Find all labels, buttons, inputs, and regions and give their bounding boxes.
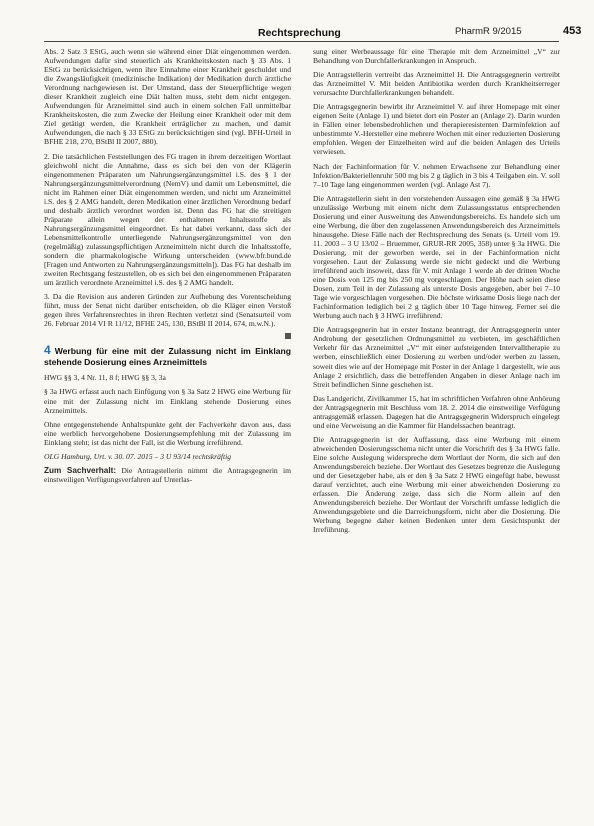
header-rule <box>44 41 559 42</box>
right-paragraph-2: Die Antragstellerin vertreibt das Arzneimittel H. Die Antragsgegnerin vertreibt das Arzneimittel V. Mit beiden Antibiotika werden durch Krankheitserreger verursachte Durchfallerkrankungen behandelt. <box>313 70 560 98</box>
court-citation: OLG Hamburg, Urt. v. 30. 07. 2015 – 3 U 93/14 rechtskräftig <box>44 451 232 461</box>
sachverhalt-label: Zum Sachverhalt: <box>44 465 117 475</box>
left-paragraph-1: Abs. 2 Satz 3 EStG, auch wenn sie während einer Diät eingenommen werden. Aufwendungen dafür sind steuerlich als Krankheitskosten nach § 33 Abs. 1 EStG zu berücksichtigen, wenn ihre Einnahme einer Krankheit geschuldet und die Zwangsläufigkeit (medizinische Indikation) der Medikation durch ärztliche Verordnung nachgewiesen ist. Der Umstand, dass der Steuerpflichtige wegen dieser Krankheit zugleich eine Diät halten muss, steht dem nicht entgegen. Aufwendungen für Arzneimittel sind auch in einem solchen Fall unmittelbar Krankheitskosten, die zum Zwecke der Heilung einer Krankheit oder mit dem Ziel getätigt werden, die Krankheit erträglicher zu machen, und damit Aufwendungen, die nach § 33 EStG zu berücksichtigen sind (vgl. BFH-Urteil in BFHE 218, 270, BStBl II 2007, 880). <box>44 47 291 147</box>
right-paragraph-5: Die Antragstellerin sieht in den vorstehenden Aussagen eine gemäß § 3a HWG unzulässige Werbung mit einem nicht dem Zulassungsstatus entsprechenden Dosierung und einer Ausweitung des Anwendungsbereichs. Es handele sich um eine Werbung, die über den zugelassenen Anwendungsbereich des Arzneimittels hinausgehe. Diese Fälle nach der Rechtsprechung des Senats (s. Urteil vom 19. 11. 2003 – 3 U 13/02 – Bruemmer, GRUR-RR 2005, 358) unter § 3a HWG. Die Dosierung, mit der geworben werde, sei in der Fachinformation nicht vorgesehen. Laut der Zulassung werde sie nicht gedeckt und die Werbung irreführend auch insoweit, dass für V. mit Anlage 1 werde ab der dritten Woche eine Dosis von 125 mg bis 250 mg vorgeschlagen. Der Höhe nach seien diese Dosen, zum Teil in der Zulassung als unterste Dosis angegeben, aber bei 7–10 Tage wie vorgeschlagen vorgesehen. Die höchste wirksame Dosis liege nach der Fachinformation lediglich bei 2 g täglich über 10 Tage hinweg. Ferner sei die Werbung auch nach § 3 HWG irreführend. <box>313 193 560 321</box>
lead-sentence-2: Ohne entgegenstehende Anhaltspunkte geht der Fachverkehr davon aus, dass eine werblich hervorgehobene Dosierungsempfehlung mit der Zulassung im Einklang steht; ist das nicht der Fall, ist die Werbung irreführend. <box>44 419 291 447</box>
end-of-article-mark <box>285 333 291 339</box>
case-number: 4 <box>44 343 51 358</box>
right-paragraph-6: Die Antragsgegnerin hat in erster Instanz beantragt, der Antragsgegnerin unter Androhung der gesetzlichen Ordnungsmittel zu verbieten, im geschäftlichen Verkehr für das Arzneimittel „V“ mit einer aufsteigenden Intervalltherapie zu werben, einschließlich einer Dosierung zu werben und/oder werben zu lassen, soweit dies wie auf der Homepage mit Poster in der Anlage 1 dargestellt, wie aus Anlage 2 ersichtlich, dass die betreffenden Angaben in dieser Anlage nach im Streit befindlichen Sinne geschehen ist. <box>313 325 560 389</box>
norms-line: HWG §§ 3, 4 Nr. 11, 8 f; HWG §§ 3, 3a <box>44 373 166 383</box>
journal-issue: PharmR 9/2015 <box>455 26 522 37</box>
case-heading <box>44 345 291 367</box>
left-column <box>44 47 291 489</box>
right-column <box>313 47 560 539</box>
page-header <box>0 0 594 38</box>
section-title: Rechtsprechung <box>258 27 341 39</box>
sachverhalt-text: Die Antragstellerin nimmt die Antragsgegnerin im einstweiligen Verfügungsverfahren auf Unterlas- <box>44 465 292 484</box>
case-title: Werbung für eine mit der Zulassung nicht im Einklang stehende Dosierung eines Arzneimittels <box>44 346 291 367</box>
right-paragraph-7: Das Landgericht, Zivilkammer 15, hat im schriftlichen Verfahren ohne Anhörung der Antragsgegnerin mit Beschluss vom 18. 2. 2014 die einstweilige Verfügung antragsgemäß erlassen. Dagegen hat die Antragsgegnerin Widerspruch eingelegt und eine Verweisung an die Kammer für Handelssachen beantragt. <box>313 393 560 430</box>
sachverhalt-paragraph <box>44 466 291 484</box>
left-paragraph-3: 3. Da die Revision aus anderen Gründen zur Aufhebung des Vorentscheidung führt, muss der Senat nicht darüber entscheiden, ob die Kläger einen Verstoß gegen ihres Verfahrensrechtes in ihren Rechten verletzt sind (Senatsurteil vom 26. Februar 2014 VI R 11/12, BFHE 245, 130, BStBl II 2014, 674, m.w.N.). <box>44 292 291 329</box>
right-paragraph-4: Nach der Fachinformation für V. nehmen Erwachsene zur Behandlung einer Infektion/Bakteriellenruhr 500 mg bis 2 g täglich in 3 bis 4 Teilgaben ein. V. soll 7–10 Tage lang eingenommen werden (vgl. Anlage Ast 7). <box>313 161 560 189</box>
right-paragraph-8: Die Antragsgegnerin ist der Auffassung, dass eine Werbung mit einem abweichenden Dosierungsschema nicht unter die Vorschrift des § 3a HWG falle. Eine solche Auslegung widerspreche dem Wortlaut der Norm, die sich auf den Anwendungsbereich beziehe. Der Wortlaut des Gesetzes begrenze die Auslegung und der Gesetzgeber habe, als er den § 3a Satz 2 HWG eingefügt habe, bewusst darauf verzichtet, auch eine Werbung mit einer abweichenden Dosierung zu erfassen. Die Änderung zeige, dass sich die Norm allein auf den Anwendungsbereich beziehe. Der Wortlaut der Vorschrift umfasse lediglich die Anwendungsgebiete und die Darreichungsform, nicht aber die Dosierung. Die Werbung begegne daher keinen Bedenken unter dem Gesichtspunkt der Irreführung. <box>313 434 560 535</box>
lead-sentence-1: § 3a HWG erfasst auch nach Einfügung von § 3a Satz 2 HWG eine Werbung für eine mit der Zulassung nicht im Einklang stehende Dosierung eines Arzneimittels. <box>44 387 291 415</box>
page-number: 453 <box>563 25 582 37</box>
left-paragraph-2: 2. Die tatsächlichen Feststellungen des FG tragen in ihrem derzeitigen Wortlaut gleichwohl nicht die Annahme, dass es sich bei den von der Klägerin eingenommenen Präparaten um Nahrungsergänzungsmittel i.S. des § 1 der Nahrungsergänzungsmittelverordnung (NemV) und damit um Lebensmittel, die nicht im Rahmen einer Diät eingenommen werden, und nicht um Arzneimittel i.S. des § 2 AMG handelt, deren Medikation einer ärztlichen Verordnung bedarf und deshalb ärztlich verordnet worden ist. Denn das FG hat die streitigen Präparate allein wegen der enthaltenen Inhaltsstoffe als Nahrungsergänzungsmittel eingeordnet. Es hat dabei verkannt, dass sich der Lebensmittelkontrolle unterliegende Nahrungsergänzungsmittel von den (regelmäßig) zulassungspflichtigen Arzneimitteln nicht durch die Inhaltsstoffe, sondern die pharmakologische Wirkung unterscheiden (www.bfr.bund.de [Fragen und Antworten zu Nahrungsergänzungsmitteln]). Das FG hat deshalb im zweiten Rechtsgang festzustellen, ob es sich bei den eingenommenen Präparaten um ärztlich verordnete Arzneimittel i.S. des § 2 AMG handelt. <box>44 151 291 288</box>
right-paragraph-1: sung einer Werbeaussage für eine Therapie mit dem Arzneimittel „V“ zur Behandlung von Durchfallerkrankungen in Anspruch. <box>313 47 560 66</box>
right-paragraph-3: Die Antragsgegnerin bewirbt ihr Arzneimittel V. auf ihrer Homepage mit einer eigenen Seite (Anlage 1) und bietet dort ein Poster an (Anlage 2). Darin wurden in Fällen einer lebensbedrohlichen und therapieresistenten Darminfektion auf unbestimmte V.-Hersteller eine mehrere Wochen mit einer reduzierten Dosierung empfohlen. Wegen der Einzelheiten wird auf die beiden Anlagen des Urteils verwiesen. <box>313 102 560 157</box>
